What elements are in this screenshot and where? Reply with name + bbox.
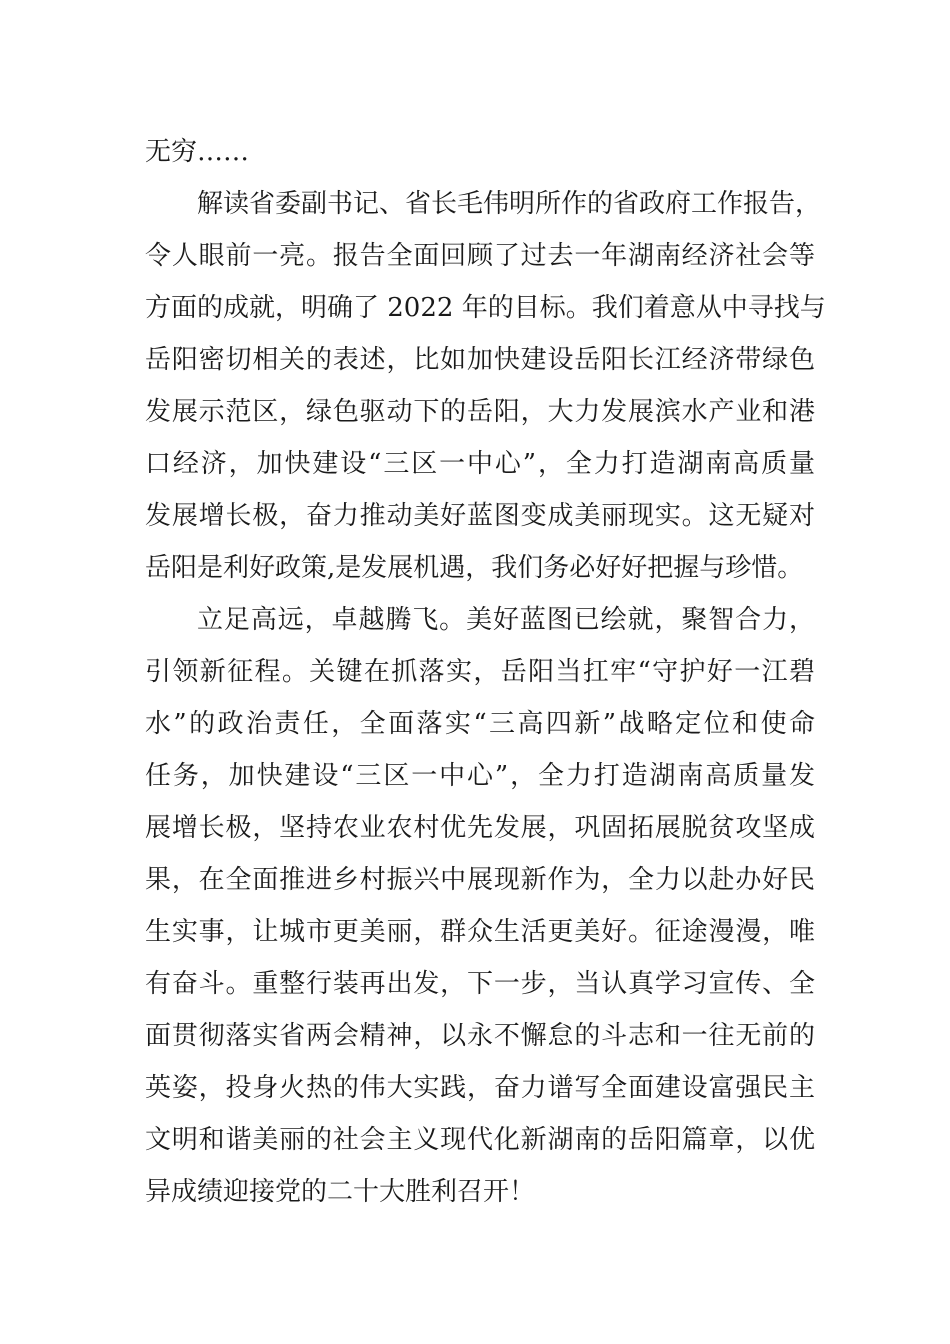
text-line: 生实事，让城市更美丽，群众生活更美好。征途漫漫，唯 [145,917,815,947]
text-line: 发展增长极，奋力推动美好蓝图变成美丽现实。这无疑对 [145,501,815,531]
text-line: 岳阳是利好政策,是发展机遇，我们务必好好把握与珍惜。 [145,553,804,583]
text-line: 英姿，投身火热的伟大实践，奋力谱写全面建设富强民主 [145,1073,815,1103]
text-line: 引领新征程。关键在抓落实，岳阳当扛牢“守护好一江碧 [145,657,815,687]
text-line: 有奋斗。重整行装再出发，下一步，当认真学习宣传、全 [145,969,815,999]
text-line: 异成绩迎接党的二十大胜利召开！ [145,1177,536,1207]
text-line: 令人眼前一亮。报告全面回顾了过去一年湖南经济社会等 [145,241,815,271]
paragraph-first-line: 立足高远，卓越腾飞。美好蓝图已绘就，聚智合力， [197,605,815,635]
text-line: 方面的成就，明确了 2022 年的目标。我们着意从中寻找与 [145,293,826,323]
text-line: 任务，加快建设“三区一中心”，全力打造湖南高质量发 [145,761,815,791]
text-line: 果，在全面推进乡村振兴中展现新作为，全力以赴办好民 [145,865,815,895]
text-line: 水”的政治责任，全面落实“三高四新”战略定位和使命 [145,709,815,739]
text-line: 发展示范区，绿色驱动下的岳阳，大力发展滨水产业和港 [145,397,815,427]
text-line: 面贯彻落实省两会精神，以永不懈怠的斗志和一往无前的 [145,1021,815,1051]
text-line: 展增长极，坚持农业农村优先发展，巩固拓展脱贫攻坚成 [145,813,815,843]
text-line: 文明和谐美丽的社会主义现代化新湖南的岳阳篇章，以优 [145,1125,815,1155]
text-line: 口经济，加快建设“三区一中心”，全力打造湖南高质量 [145,449,815,479]
paragraph-first-line: 解读省委副书记、省长毛伟明所作的省政府工作报告， [197,189,822,219]
text-line: 无穷…… [145,137,250,167]
text-line: 岳阳密切相关的表述，比如加快建设岳阳长江经济带绿色 [145,345,815,375]
